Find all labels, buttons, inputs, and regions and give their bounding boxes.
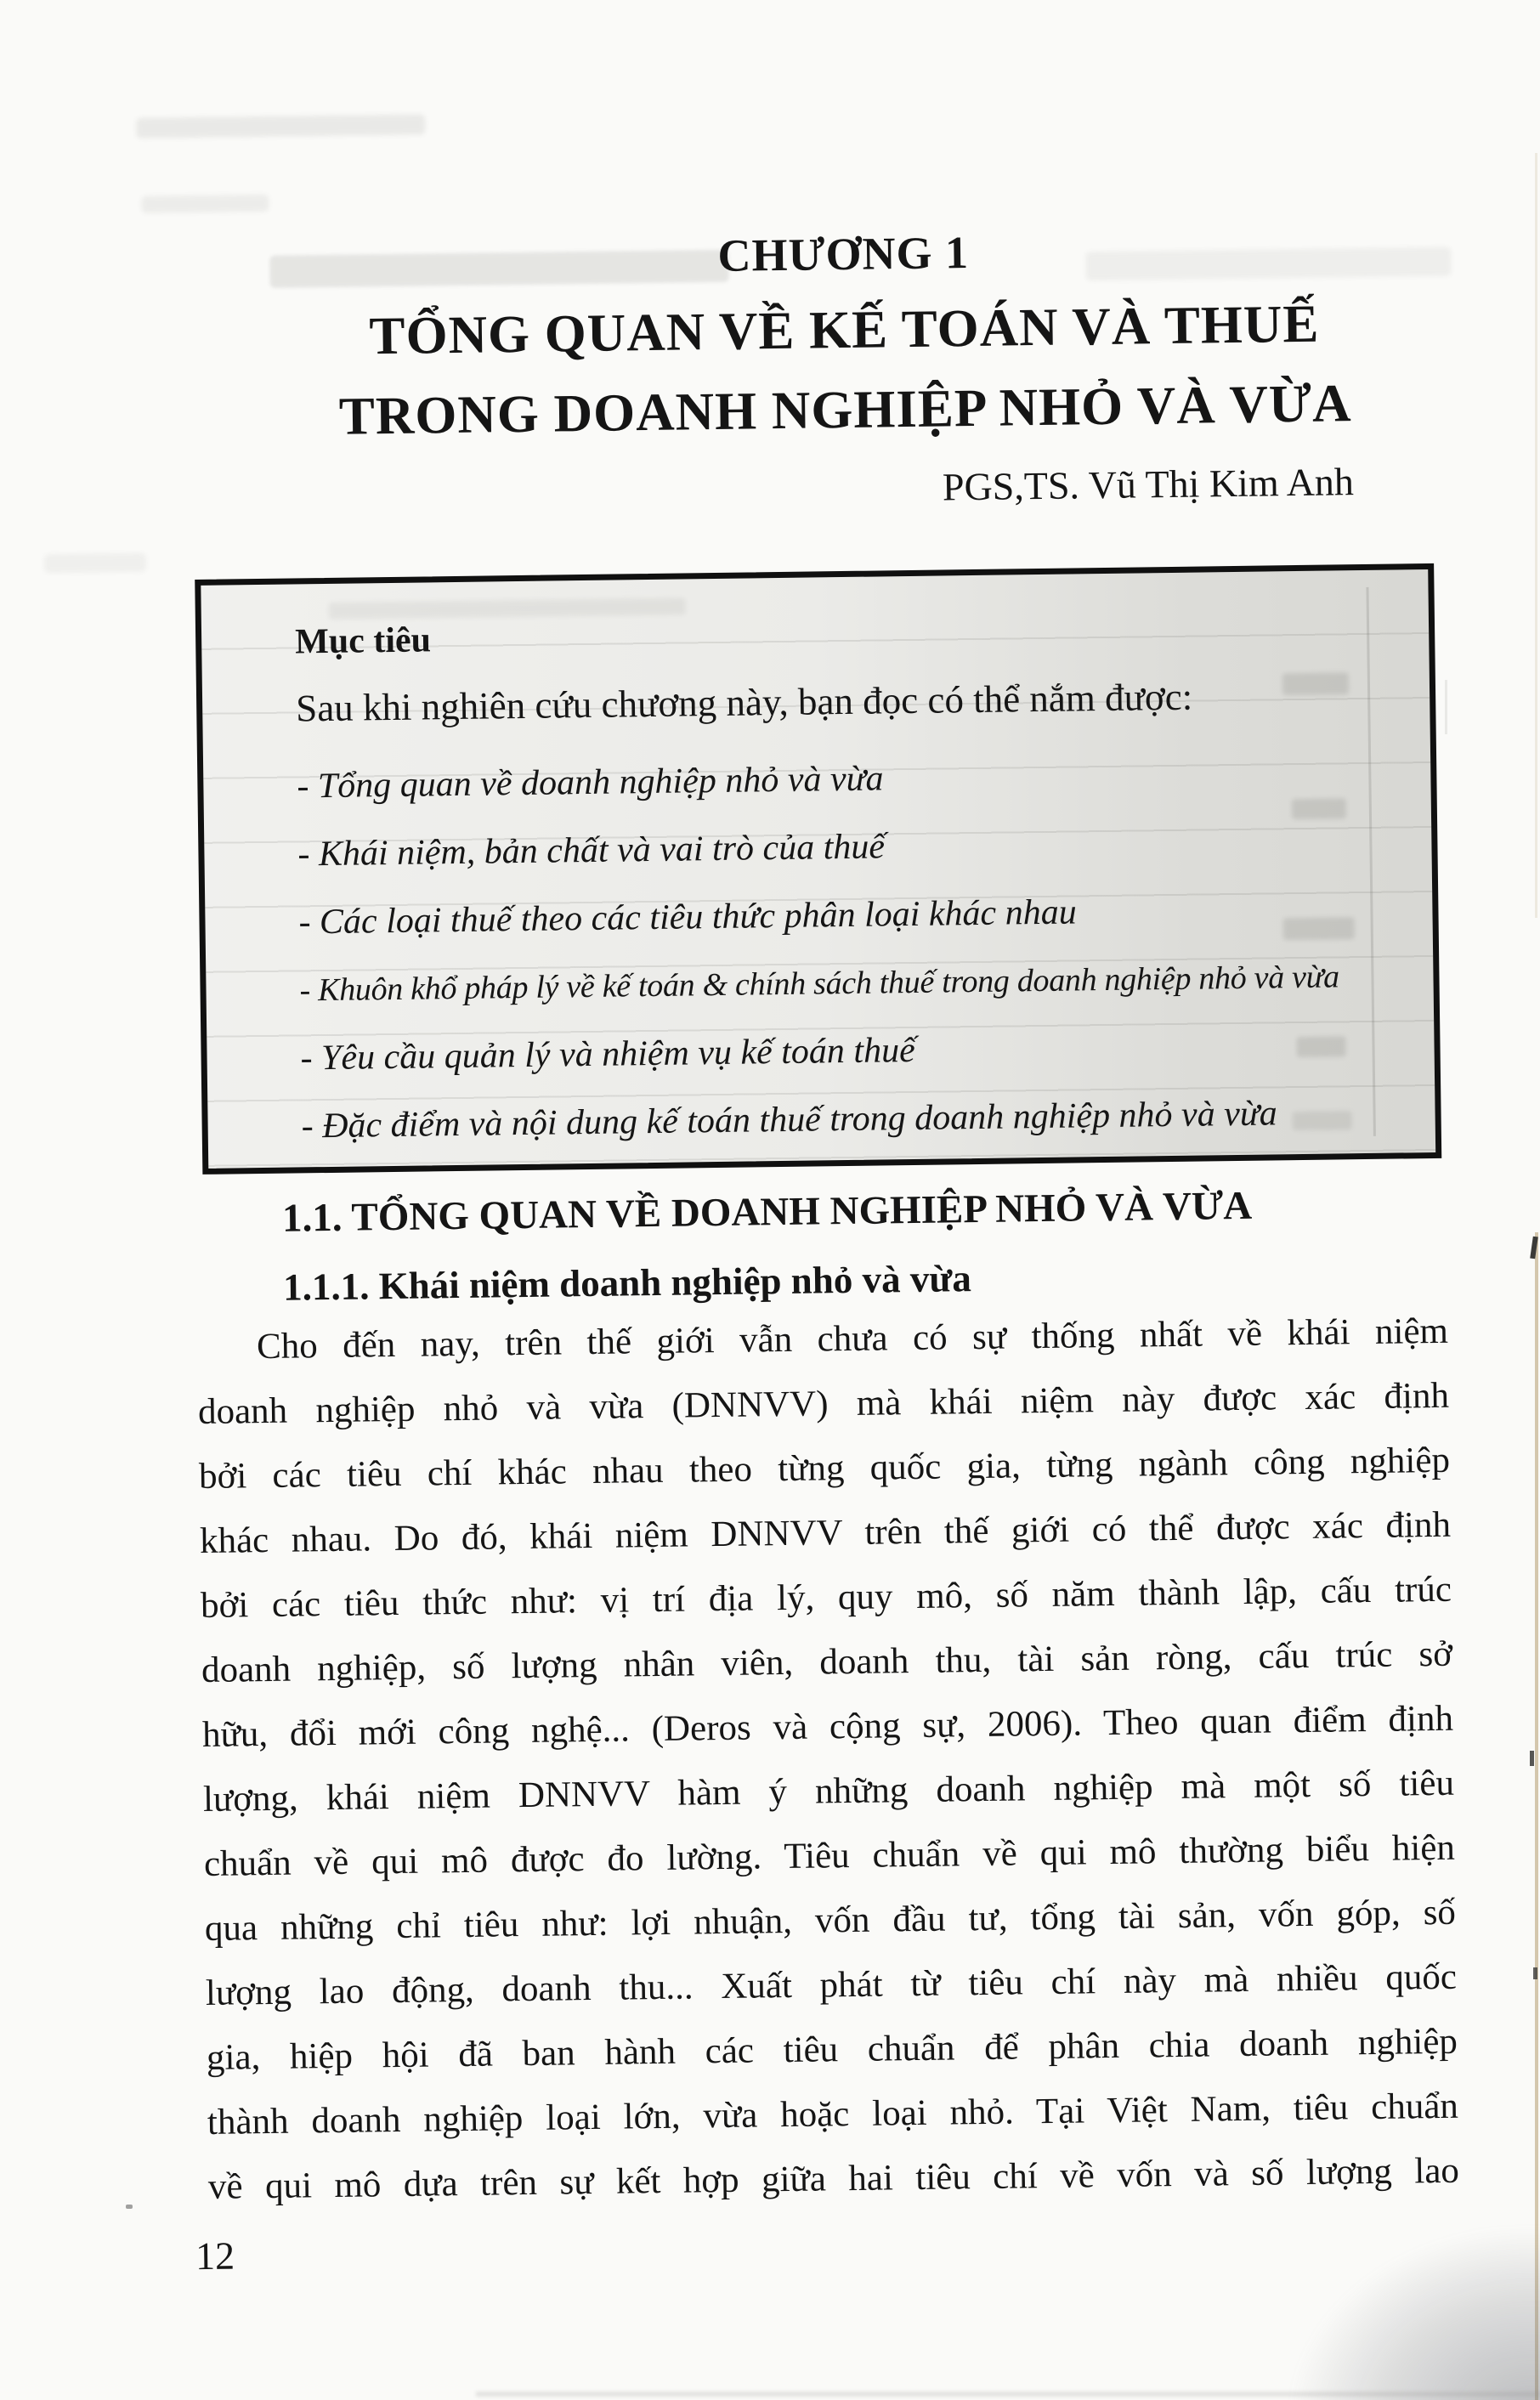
body-line: doanh nghiệp nhỏ và vừa (DNNVV) mà khái niệm này được xác định	[197, 1375, 1450, 1433]
page-edge-line-faint	[1535, 153, 1537, 918]
bleed-through-smudge	[44, 553, 146, 574]
objective-item: - Đặc điểm và nội dung kế toán thuế trong doanh nghiệp nhỏ và vừa	[301, 1094, 1278, 1146]
subsection-heading: 1.1.1. Khái niệm doanh nghiệp nhỏ và vừa	[282, 1257, 972, 1309]
objectives-box	[195, 563, 1441, 1175]
body-line: bởi các tiêu chí khác nhau theo từng quốc gia, từng ngành công nghiệp	[198, 1440, 1451, 1497]
objective-item: - Các loại thuế theo các tiêu thức phân loại khác nhau	[298, 892, 1077, 942]
fold-mark	[1445, 680, 1447, 734]
body-line: hữu, đổi mới công nghệ... (Deros và cộng sự, 2006). Theo quan điểm định	[201, 1698, 1454, 1755]
edge-mark	[1530, 1751, 1534, 1766]
section-heading: 1.1. TỔNG QUAN VỀ DOANH NGHIỆP NHỎ VÀ VỪA	[281, 1183, 1253, 1241]
body-line: qua những chỉ tiêu như: lợi nhuận, vốn đầu tư, tổng tài sản, vốn góp, số	[204, 1892, 1457, 1949]
chapter-title-line-1: TỔNG QUAN VỀ KẾ TOÁN VÀ THUẾ	[369, 293, 1320, 366]
chapter-title-line-2: TRONG DOANH NGHIỆP NHỎ VÀ VỪA	[338, 373, 1352, 446]
page-edge-line	[1535, 1232, 1538, 2400]
body-line: gia, hiệp hội đã ban hành các tiêu chuẩn để phân chia doanh nghiệp	[206, 2021, 1458, 2078]
body-line: lượng, khái niệm DNNVV hàm ý những doanh nghiệp mà một số tiêu	[202, 1763, 1455, 1820]
body-line: thành doanh nghiệp loại lớn, vừa hoặc loại nhỏ. Tại Việt Nam, tiêu chuẩn	[207, 2086, 1459, 2142]
page-number: 12	[195, 2233, 235, 2278]
objective-item: - Yêu cầu quản lý và nhiệm vụ kế toán thuế	[300, 1030, 915, 1078]
body-line: chuẩn về qui mô được đo lường. Tiêu chuẩn về qui mô thường biểu hiện	[203, 1827, 1456, 1884]
objective-item: - Khuôn khổ pháp lý về kế toán & chính sách thuế trong doanh nghiệp nhỏ và vừa	[299, 959, 1340, 1009]
box-ghost-text	[1282, 672, 1349, 695]
body-line: khác nhau. Do đó, khái niệm DNNVV trên thế giới có thể được xác định	[199, 1504, 1452, 1562]
body-line: bởi các tiêu thức như: vị trí địa lý, quy mô, số năm thành lập, cấu trúc	[200, 1569, 1452, 1627]
objectives-intro: Sau khi nghiên cứu chương này, bạn đọc có thể nắm được:	[295, 675, 1193, 730]
author: PGS,TS. Vũ Thị Kim Anh	[942, 460, 1355, 509]
bleed-through-smudge	[141, 195, 269, 213]
objectives-list	[297, 738, 1427, 1160]
speck-mark	[126, 2205, 133, 2209]
body-line: lượng lao động, doanh thu... Xuất phát từ tiêu chí này mà nhiều quốc	[205, 1956, 1458, 2013]
objective-item: - Tổng quan về doanh nghiệp nhỏ và vừa	[297, 759, 884, 807]
edge-mark	[1533, 1967, 1537, 1979]
body-line: doanh nghiệp, số lượng nhân viên, doanh thu, tài sản ròng, cấu trúc sở	[201, 1633, 1453, 1690]
objective-item: - Khái niệm, bản chất và vai trò của thuế	[297, 827, 886, 875]
bottom-edge-shadow	[476, 2392, 1540, 2397]
body-line: về qui mô dựa trên sự kết hợp giữa hai tiêu chí về vốn và số lượng lao	[207, 2150, 1460, 2207]
body-line: Cho đến nay, trên thế giới vẫn chưa có sự thống nhất về khái niệm	[256, 1310, 1449, 1367]
bleed-through-smudge	[136, 114, 425, 138]
chapter-label: CHƯƠNG 1	[717, 227, 970, 281]
box-ghost-text	[329, 597, 686, 619]
objectives-heading: Mục tiêu	[294, 620, 432, 662]
body-paragraph	[197, 1299, 1460, 2220]
corner-shadow	[1294, 2230, 1540, 2400]
